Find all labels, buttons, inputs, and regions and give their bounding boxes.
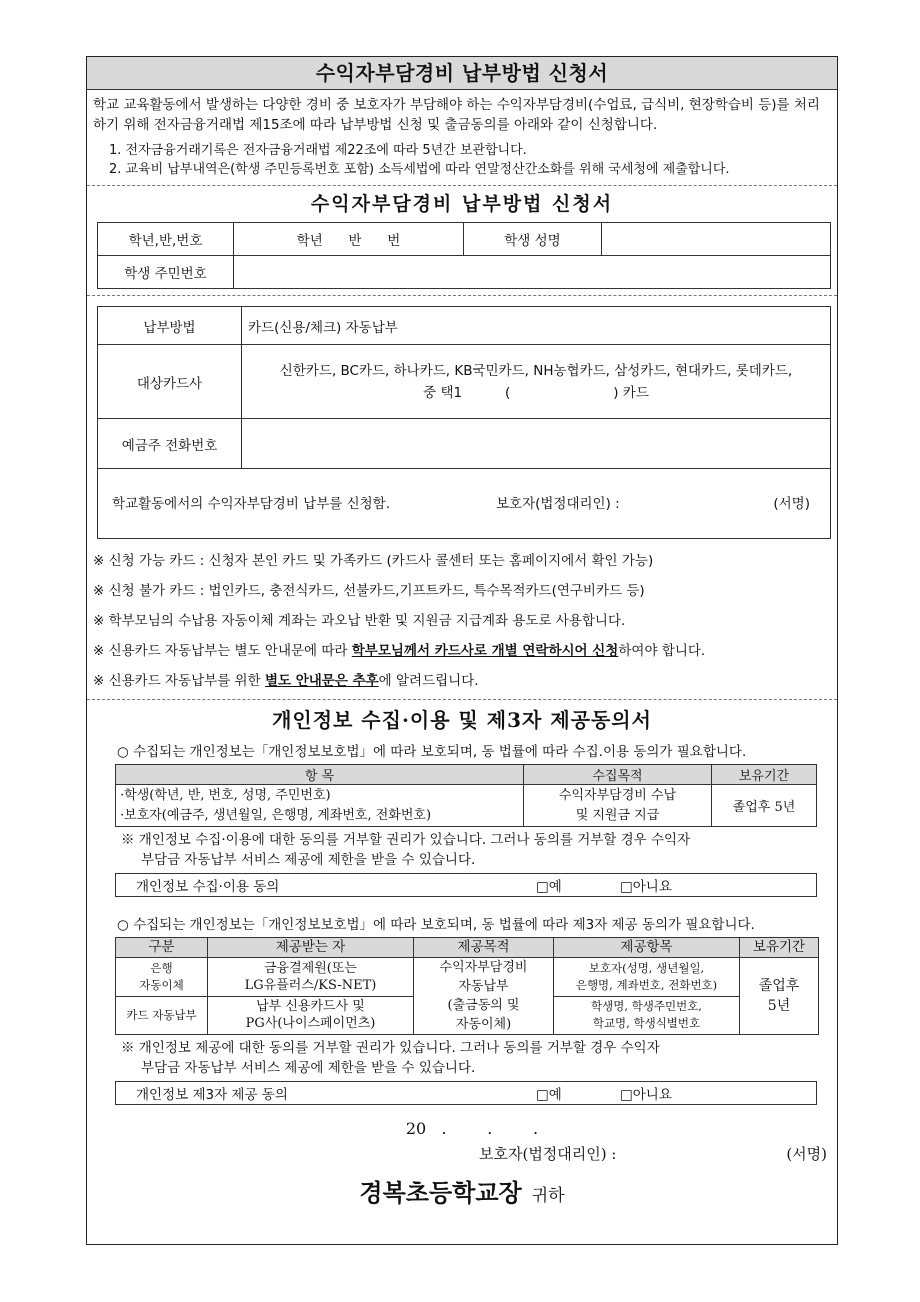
card-company-choice: 중 택1 ( ) 카드 — [423, 384, 649, 401]
intro-text: 학교 교육활동에서 발생하는 다양한 경비 중 보호자가 부담해야 하는 수익자부담경비(수업료, 급식비, 현장학습비 등)를 처리하기 위해 전자금융거래법 제15조에 따라 납부방법 신청 및 출금동의를 아래와 같이 신청합니다. — [93, 97, 820, 133]
phone-label: 예금주 전화번호 — [98, 419, 242, 469]
footer-sign-label[interactable]: (서명) — [786, 1145, 827, 1163]
note-item: 1. 전자금융거래기록은 전자금융거래법 제22조에 따라 5년간 보관합니다. — [109, 143, 527, 158]
third-header-period: 보유기간 — [740, 938, 819, 958]
payment-method-label: 납부방법 — [98, 307, 242, 345]
grade-label: 학년,반,번호 — [98, 223, 234, 256]
phone-field[interactable] — [242, 419, 831, 469]
third-consent-no-checkbox[interactable]: □아니요 — [620, 1087, 672, 1103]
collect-purpose: 수익자부담경비 수납 및 지원금 지급 — [524, 785, 712, 827]
collect-items: ·학생(학년, 반, 번호, 성명, 주민번호) ·보호자(예금주, 생년월일, 은행명, 계좌번호, 전화번호) — [116, 785, 524, 827]
collect-header-item: 항 목 — [116, 765, 524, 785]
card-company-label: 대상카드사 — [98, 345, 242, 419]
collect-consent-row — [115, 873, 817, 897]
third-party-intro: ○ 수집되는 개인정보는「개인정보보호법」에 따라 보호되며, 동 법률에 따라 제3자 제공 동의가 필요합니다. — [117, 917, 755, 933]
notice-item: ※ 신청 불가 카드 : 법인카드, 충전식카드, 선불카드,기프트카드, 특수목적카드(연구비카드 등) — [93, 583, 645, 599]
collect-intro: ○ 수집되는 개인정보는「개인정보보호법」에 따라 보호되며, 동 법률에 따라 수집.이용 동의가 필요합니다. — [117, 744, 747, 760]
collect-consent-label: 개인정보 수집·이용 동의 — [136, 879, 280, 895]
row-card-type: 카드 자동납부 — [116, 996, 208, 1035]
third-consent-row — [115, 1081, 817, 1105]
student-info-table — [97, 222, 831, 289]
row-card-recipient: 납부 신용카드사 및 PG사(나이스페이먼츠) — [208, 996, 414, 1035]
collect-warning: ※ 개인정보 수집·이용에 대한 동의를 거부할 권리가 있습니다. 그러나 동의를 거부할 경우 수익자 부담금 자동납부 서비스 제공에 제한을 받을 수 있습니다. — [121, 832, 691, 868]
apply-row — [98, 469, 831, 539]
emphasis-text: 별도 안내문은 추후 — [264, 673, 379, 689]
third-party-warning: ※ 개인정보 제공에 대한 동의를 거부할 권리가 있습니다. 그러나 동의를 거부할 경우 수익자 부담금 자동납부 서비스 제공에 제한을 받을 수 있습니다. — [121, 1040, 660, 1076]
honorific: 귀하 — [531, 1186, 565, 1206]
notice-item: ※ 학부모님의 수납용 자동이체 계좌는 과오납 반환 및 지원금 지급계좌 용도로 사용합니다. — [93, 613, 626, 629]
collect-period: 졸업후 5년 — [712, 785, 817, 827]
row-card-items: 학생명, 학생주민번호, 학교명, 학생식별번호 — [554, 996, 740, 1035]
third-consent-yes-checkbox[interactable]: □예 — [536, 1087, 562, 1103]
payment-table — [97, 306, 831, 539]
note-item: 2. 교육비 납부내역은(학생 주민등록번호 포함) 소득세법에 따라 연말정산간소화를 위해 국세청에 제출합니다. — [109, 162, 730, 177]
row-bank-recipient: 금융결제원(또는 LG유플러스/KS-NET) — [208, 958, 414, 997]
collect-table — [115, 764, 817, 827]
footer-guardian-label: 보호자(법정대리인) : — [479, 1145, 617, 1163]
student-id-label: 학생 주민번호 — [98, 256, 234, 289]
row-bank-items: 보호자(성명, 생년월일, 은행명, 계좌번호, 전화번호) — [554, 958, 740, 997]
payment-method-value: 카드(신용/체크) 자동납부 — [242, 307, 831, 345]
third-header-items: 제공항목 — [554, 938, 740, 958]
third-party-table — [115, 937, 819, 1035]
third-consent-label: 개인정보 제3자 제공 동의 — [136, 1087, 288, 1103]
application-form — [86, 56, 838, 1245]
apply-statement: 학교활동에서의 수익자부담경비 납부를 신청함. — [112, 495, 390, 512]
footer-sign-row — [87, 1143, 837, 1169]
card-company-list: 신한카드, BC카드, 하나카드, KB국민카드, NH농협카드, 삼성카드, 현대카드, 롯데카드, — [279, 362, 793, 379]
row-bank-type: 은행 자동이체 — [116, 958, 208, 997]
notice-item: ※ 신용카드 자동납부는 별도 안내문에 따라 학부모님께서 카드사로 개별 연락하시어 신청하여야 합니다. — [93, 643, 706, 659]
student-name-label: 학생 성명 — [464, 223, 602, 256]
school-name: 경복초등학교장 — [359, 1178, 522, 1207]
consent-title: 개인정보 수집·이용 및 제3자 제공동의서 — [272, 708, 652, 732]
notes-list — [87, 135, 837, 185]
addressee — [87, 1173, 837, 1208]
notice-item: ※ 신용카드 자동납부를 위한 별도 안내문은 추후에 알려드립니다. — [93, 673, 479, 689]
collect-header-period: 보유기간 — [712, 765, 817, 785]
third-period: 졸업후 5년 — [740, 958, 819, 1035]
page-title: 수익자부담경비 납부방법 신청서 — [87, 57, 837, 90]
student-name-field[interactable] — [602, 223, 831, 256]
collect-consent-no-checkbox[interactable]: □아니요 — [620, 879, 672, 895]
third-header-type: 구분 — [116, 938, 208, 958]
grade-field[interactable]: 학년 반 번 — [234, 223, 464, 256]
third-purpose: 수익자부담경비 자동납부 (출금동의 및 자동이체) — [414, 958, 554, 1035]
student-id-field[interactable] — [234, 256, 831, 289]
emphasis-text: 학부모님께서 카드사로 개별 연락하시어 신청 — [351, 643, 619, 659]
form-title: 수익자부담경비 납부방법 신청서 — [310, 193, 614, 215]
third-header-recipient: 제공받는 자 — [208, 938, 414, 958]
notice-list — [87, 539, 837, 699]
collect-header-purpose: 수집목적 — [524, 765, 712, 785]
third-header-purpose: 제공목적 — [414, 938, 554, 958]
dashed-divider — [87, 295, 837, 296]
sign-label[interactable]: (서명) — [773, 495, 810, 512]
card-company-field[interactable] — [242, 345, 831, 419]
guardian-label: 보호자(법정대리인) : — [496, 495, 620, 512]
date-field[interactable]: 20 . . . — [405, 1119, 539, 1138]
notice-item: ※ 신청 가능 카드 : 신청자 본인 카드 및 가족카드 (카드사 콜센터 또는 홈페이지에서 확인 가능) — [93, 553, 654, 569]
collect-consent-yes-checkbox[interactable]: □예 — [536, 879, 562, 895]
